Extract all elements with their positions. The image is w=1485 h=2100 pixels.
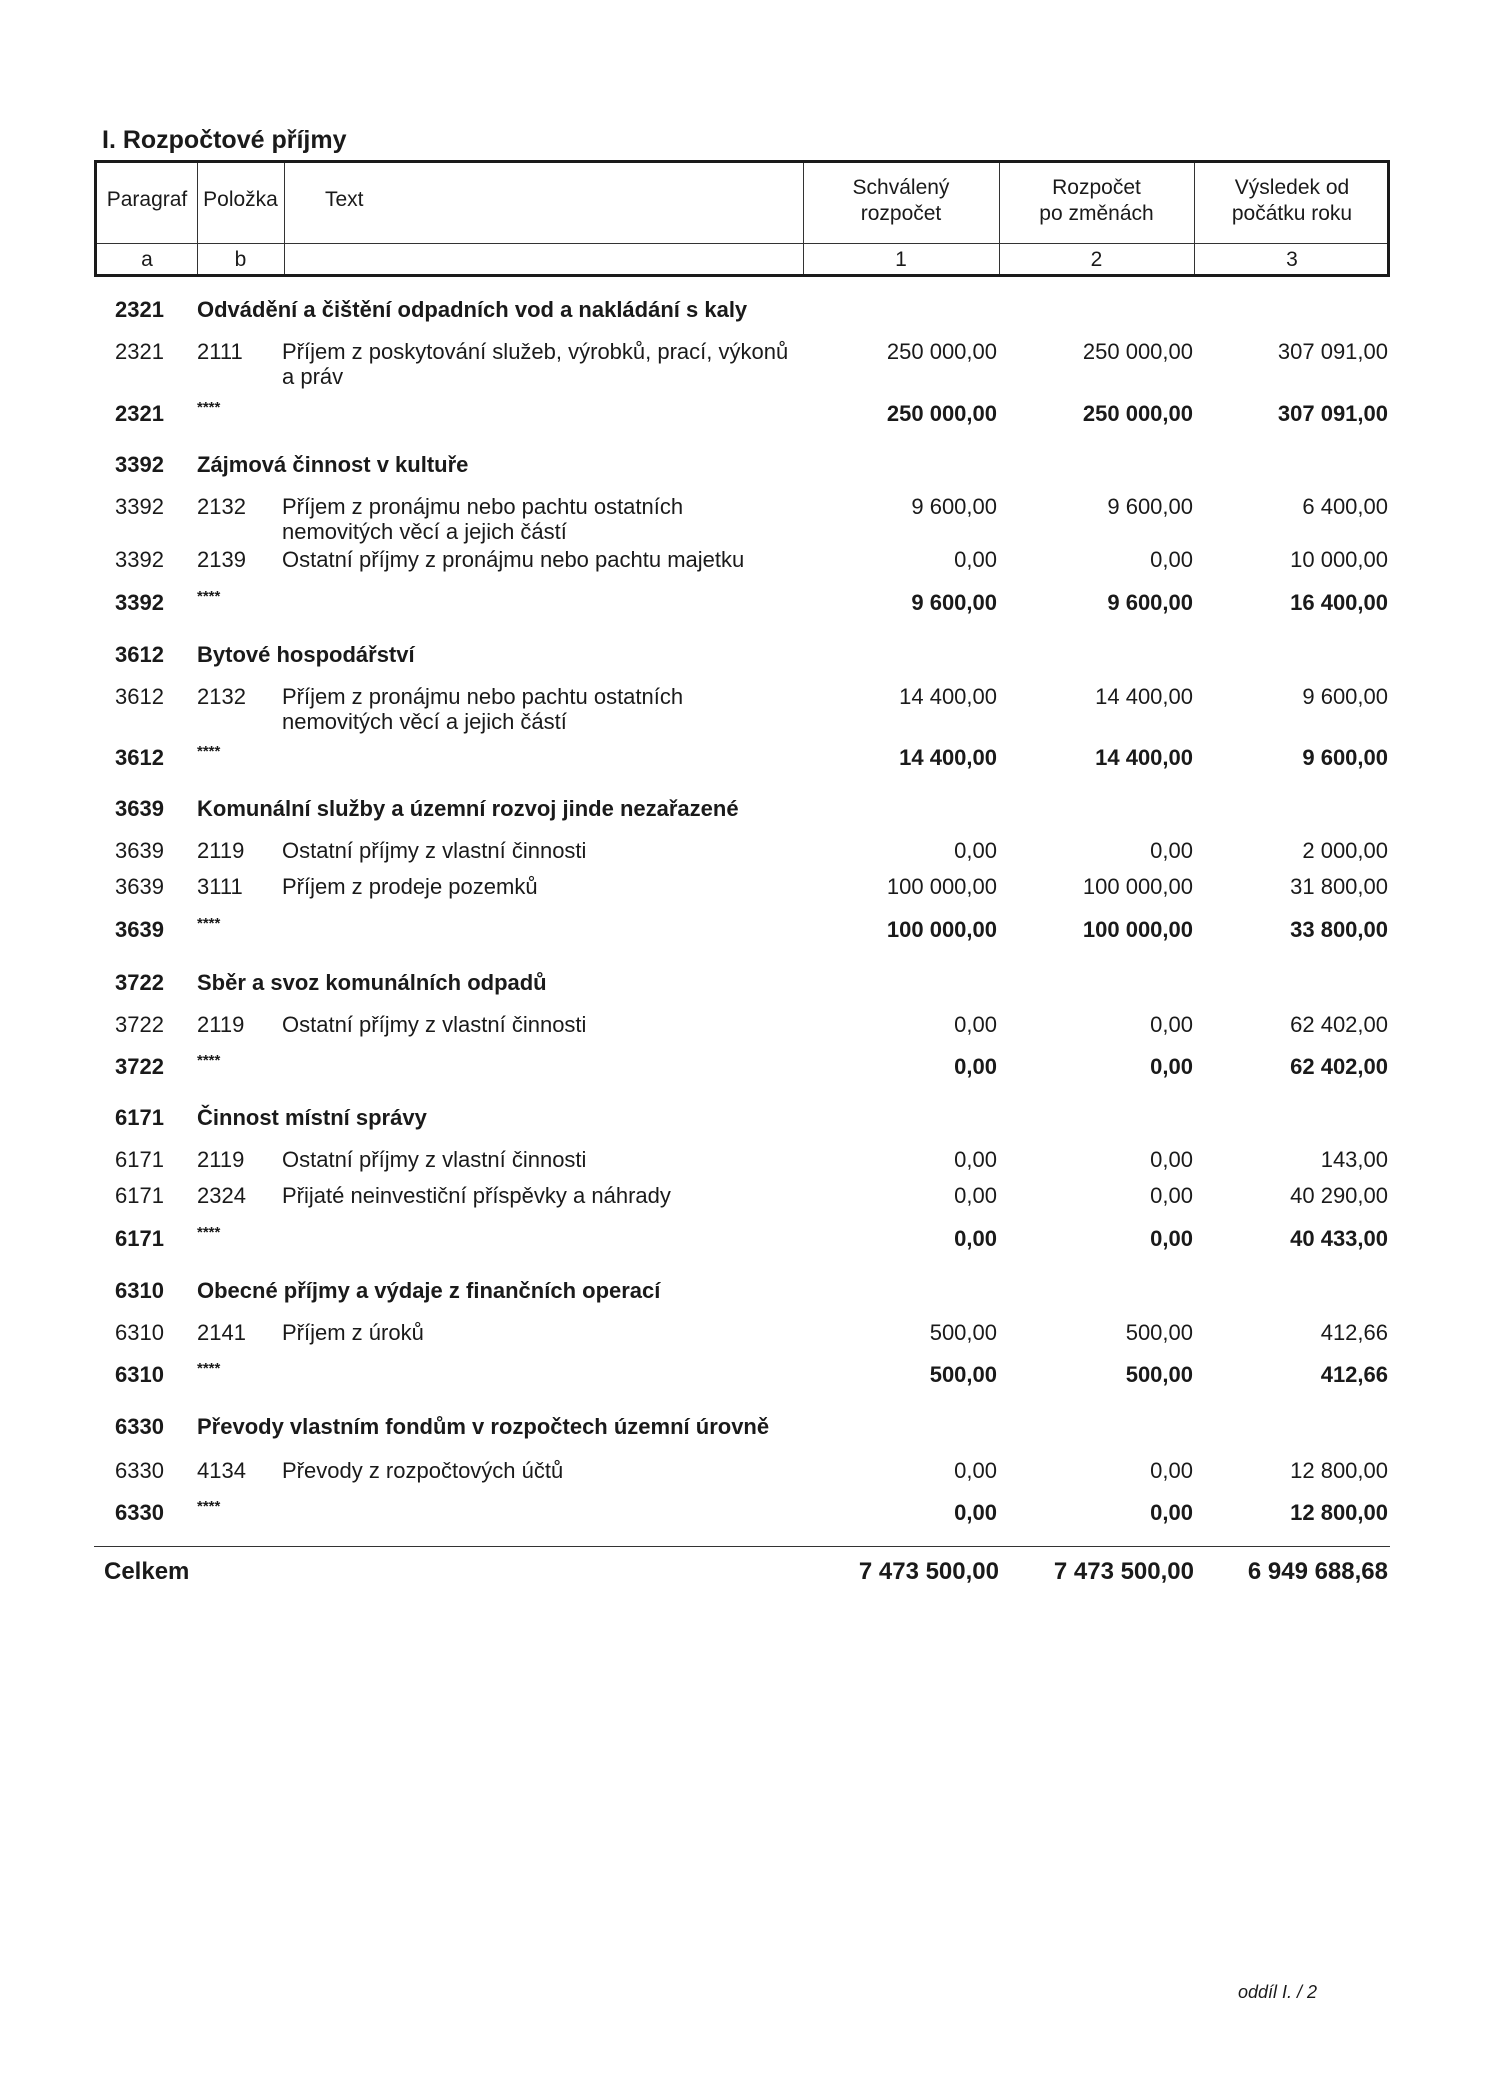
sum-vysledek: 9 600,00	[1302, 745, 1388, 770]
cell-text	[282, 1320, 802, 1345]
header-polozka: Položka	[203, 188, 278, 211]
section-title: Odvádění a čištění odpadních vod a nakládání s kaly	[197, 297, 748, 322]
sum-stars: ****	[197, 743, 221, 760]
cell-text	[282, 1183, 802, 1208]
sum-po-zmenach: 0,00	[1150, 1500, 1193, 1525]
cell-text	[282, 547, 802, 572]
column-index-3: 3	[1286, 248, 1298, 271]
cell-paragraf: 6171	[115, 1183, 164, 1208]
cell-paragraf: 6330	[115, 1458, 164, 1483]
cell-po-zmenach: 14 400,00	[1095, 684, 1193, 709]
section-paragraf: 3612	[115, 642, 164, 667]
cell-vysledek: 62 402,00	[1290, 1012, 1388, 1037]
cell-text	[282, 684, 802, 734]
table-header	[94, 160, 1390, 277]
sum-paragraf: 3722	[115, 1054, 164, 1079]
section-title: Zájmová činnost v kultuře	[197, 452, 469, 477]
header-line: Schválený	[852, 176, 950, 199]
cell-text-line: Ostatní příjmy z vlastní činnosti	[282, 1147, 587, 1172]
column-index-1: 1	[895, 248, 907, 271]
cell-polozka: 2324	[197, 1183, 246, 1208]
cell-schvaleny: 0,00	[954, 1147, 997, 1172]
section-title: Komunální služby a územní rozvoj jinde nezařazené	[197, 796, 739, 821]
sum-schvaleny: 0,00	[954, 1054, 997, 1079]
total-vysledek: 6 949 688,68	[1247, 1558, 1388, 1585]
cell-po-zmenach: 0,00	[1150, 838, 1193, 863]
sum-schvaleny: 0,00	[954, 1500, 997, 1525]
section-paragraf: 2321	[115, 297, 164, 322]
column-divider	[284, 163, 285, 274]
section-paragraf: 6171	[115, 1105, 164, 1130]
cell-polozka: 3111	[197, 874, 243, 899]
section-title: Činnost místní správy	[197, 1105, 427, 1130]
cell-paragraf: 6310	[115, 1320, 164, 1345]
cell-schvaleny: 0,00	[954, 1012, 997, 1037]
section-title: Bytové hospodářství	[197, 642, 415, 667]
sum-vysledek: 307 091,00	[1277, 401, 1388, 426]
sum-paragraf: 3612	[115, 745, 164, 770]
cell-polozka: 2119	[197, 1012, 245, 1037]
cell-text	[282, 838, 802, 863]
cell-schvaleny: 0,00	[954, 1458, 997, 1483]
cell-po-zmenach: 500,00	[1125, 1320, 1193, 1345]
cell-text-line: Příjem z pronájmu nebo pachtu ostatních	[282, 684, 684, 709]
sum-stars: ****	[197, 1498, 221, 1515]
cell-vysledek: 412,66	[1320, 1320, 1388, 1345]
cell-polozka: 4134	[197, 1458, 246, 1483]
section-title: Obecné příjmy a výdaje z finančních operací	[197, 1278, 661, 1303]
cell-vysledek: 143,00	[1320, 1147, 1388, 1172]
header-paragraf: Paragraf	[106, 188, 188, 211]
sum-stars: ****	[197, 1360, 221, 1377]
header-line: Výsledek od	[1234, 176, 1350, 199]
cell-vysledek: 9 600,00	[1302, 684, 1388, 709]
section-paragraf: 6330	[115, 1414, 164, 1439]
sum-stars: ****	[197, 915, 221, 932]
cell-schvaleny: 250 000,00	[886, 339, 997, 364]
sum-po-zmenach: 100 000,00	[1082, 917, 1193, 942]
cell-po-zmenach: 250 000,00	[1082, 339, 1193, 364]
sum-schvaleny: 9 600,00	[911, 590, 997, 615]
header-text: Text	[325, 188, 364, 211]
header-line: po změnách	[1039, 202, 1154, 225]
cell-text	[282, 1012, 802, 1037]
cell-text	[282, 494, 802, 544]
column-index-a: a	[141, 248, 153, 271]
cell-vysledek: 31 800,00	[1290, 874, 1388, 899]
cell-paragraf: 3639	[115, 838, 164, 863]
cell-text-line: nemovitých věcí a jejich částí	[282, 709, 567, 734]
total-label: Celkem	[104, 1558, 190, 1585]
cell-polozka: 2141	[197, 1320, 246, 1345]
header-rozpocet-po-zmenach	[999, 175, 1194, 227]
cell-po-zmenach: 0,00	[1150, 1147, 1193, 1172]
cell-polozka: 2119	[197, 838, 245, 863]
column-index-2: 2	[1090, 248, 1103, 271]
section-paragraf: 3722	[115, 970, 164, 995]
sum-stars: ****	[197, 1224, 221, 1241]
cell-paragraf: 3392	[115, 547, 164, 572]
cell-schvaleny: 0,00	[954, 1183, 997, 1208]
column-index-b: b	[234, 248, 247, 271]
cell-po-zmenach: 0,00	[1150, 547, 1193, 572]
sum-stars: ****	[197, 588, 221, 605]
sum-po-zmenach: 0,00	[1150, 1226, 1193, 1251]
cell-text-line: Příjem z úroků	[282, 1320, 424, 1345]
cell-text-line: nemovitých věcí a jejich částí	[282, 519, 567, 544]
sum-paragraf: 3392	[115, 590, 164, 615]
sum-paragraf: 6310	[115, 1362, 164, 1387]
cell-schvaleny: 100 000,00	[886, 874, 997, 899]
cell-paragraf: 3722	[115, 1012, 164, 1037]
cell-vysledek: 12 800,00	[1290, 1458, 1388, 1483]
cell-po-zmenach: 0,00	[1150, 1012, 1193, 1037]
sum-schvaleny: 500,00	[929, 1362, 997, 1387]
cell-polozka: 2111	[197, 339, 243, 364]
sum-vysledek: 40 433,00	[1290, 1226, 1388, 1251]
sum-stars: ****	[197, 399, 221, 416]
cell-paragraf: 3392	[115, 494, 164, 519]
total-schvaleny: 7 473 500,00	[858, 1558, 999, 1585]
total-divider	[94, 1546, 1390, 1547]
section-paragraf: 3392	[115, 452, 164, 477]
header-line: Rozpočet	[1052, 176, 1141, 199]
cell-po-zmenach: 0,00	[1150, 1183, 1193, 1208]
cell-paragraf: 3639	[115, 874, 164, 899]
cell-po-zmenach: 0,00	[1150, 1458, 1193, 1483]
cell-paragraf: 6171	[115, 1147, 164, 1172]
sum-vysledek: 412,66	[1320, 1362, 1388, 1387]
sum-schvaleny: 250 000,00	[886, 401, 997, 426]
sum-paragraf: 3639	[115, 917, 164, 942]
header-schvaleny-rozpocet	[803, 175, 999, 227]
section-paragraf: 6310	[115, 1278, 164, 1303]
cell-text	[282, 874, 802, 899]
sum-schvaleny: 14 400,00	[899, 745, 997, 770]
sum-vysledek: 16 400,00	[1290, 590, 1388, 615]
sum-schvaleny: 0,00	[954, 1226, 997, 1251]
sum-po-zmenach: 0,00	[1150, 1054, 1193, 1079]
section-paragraf: 3639	[115, 796, 164, 821]
cell-po-zmenach: 100 000,00	[1082, 874, 1193, 899]
cell-text-line: Ostatní příjmy z pronájmu nebo pachtu majetku	[282, 547, 745, 572]
cell-text-line: Příjem z pronájmu nebo pachtu ostatních	[282, 494, 684, 519]
total-po-zmenach: 7 473 500,00	[1053, 1558, 1194, 1585]
section-title: Sběr a svoz komunálních odpadů	[197, 970, 547, 995]
cell-polozka: 2132	[197, 494, 246, 519]
cell-vysledek: 6 400,00	[1302, 494, 1388, 519]
cell-text-line: Ostatní příjmy z vlastní činnosti	[282, 838, 587, 863]
cell-polozka: 2139	[197, 547, 246, 572]
cell-vysledek: 2 000,00	[1302, 838, 1388, 863]
cell-paragraf: 2321	[115, 339, 164, 364]
cell-text-line: Ostatní příjmy z vlastní činnosti	[282, 1012, 587, 1037]
sum-schvaleny: 100 000,00	[886, 917, 997, 942]
cell-schvaleny: 14 400,00	[899, 684, 997, 709]
header-line: počátku roku	[1231, 202, 1353, 225]
section-title: Převody vlastním fondům v rozpočtech územní úrovně	[197, 1414, 770, 1439]
cell-vysledek: 40 290,00	[1290, 1183, 1388, 1208]
cell-polozka: 2119	[197, 1147, 245, 1172]
cell-schvaleny: 0,00	[954, 547, 997, 572]
cell-paragraf: 3612	[115, 684, 164, 709]
sum-vysledek: 12 800,00	[1290, 1500, 1388, 1525]
cell-text-line: Příjem z poskytování služeb, výrobků, prací, výkonů	[282, 339, 789, 364]
cell-schvaleny: 500,00	[929, 1320, 997, 1345]
sum-po-zmenach: 14 400,00	[1095, 745, 1193, 770]
cell-po-zmenach: 9 600,00	[1107, 494, 1193, 519]
header-vysledek-od-pocatku-roku	[1194, 175, 1390, 227]
page-footer: oddíl I. / 2	[1238, 1982, 1318, 2002]
cell-vysledek: 10 000,00	[1290, 547, 1388, 572]
cell-text-line: a práv	[282, 364, 344, 389]
sum-po-zmenach: 500,00	[1125, 1362, 1193, 1387]
sum-vysledek: 62 402,00	[1290, 1054, 1388, 1079]
cell-text-line: Příjem z prodeje pozemků	[282, 874, 538, 899]
sum-paragraf: 6171	[115, 1226, 164, 1251]
header-line: rozpočet	[860, 202, 942, 225]
cell-text-line: Přijaté neinvestiční příspěvky a náhrady	[282, 1183, 671, 1208]
cell-text	[282, 1458, 802, 1483]
cell-text	[282, 339, 802, 389]
sum-stars: ****	[197, 1052, 221, 1069]
cell-polozka: 2132	[197, 684, 246, 709]
cell-schvaleny: 9 600,00	[911, 494, 997, 519]
cell-text-line: Převody z rozpočtových účtů	[282, 1458, 564, 1483]
sum-po-zmenach: 250 000,00	[1082, 401, 1193, 426]
cell-schvaleny: 0,00	[954, 838, 997, 863]
sum-paragraf: 2321	[115, 401, 164, 426]
page-title: I. Rozpočtové příjmy	[102, 126, 347, 154]
cell-vysledek: 307 091,00	[1277, 339, 1388, 364]
sum-vysledek: 33 800,00	[1290, 917, 1388, 942]
cell-text	[282, 1147, 802, 1172]
sum-paragraf: 6330	[115, 1500, 164, 1525]
sum-po-zmenach: 9 600,00	[1107, 590, 1193, 615]
